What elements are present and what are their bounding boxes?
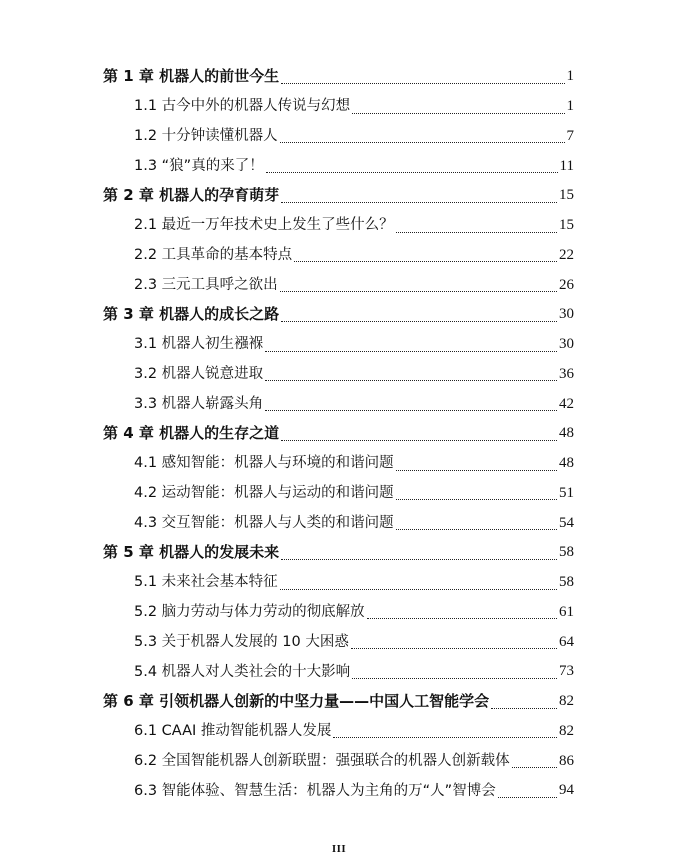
toc-entry-title: 第 5 章 机器人的发展未来 [103, 543, 280, 562]
dot-leader [281, 558, 557, 560]
dot-leader [281, 439, 557, 441]
dot-leader [294, 260, 557, 262]
toc-entry-page-number: 64 [559, 633, 574, 650]
dot-leader [280, 588, 557, 590]
toc-section-entry[interactable] [0, 508, 678, 538]
toc-entry-page-number: 51 [559, 484, 574, 501]
toc-entry-title: 第 4 章 机器人的生存之道 [103, 424, 280, 443]
dot-leader [265, 379, 557, 381]
toc-entry-page-number: 1 [566, 98, 574, 115]
toc-chapter-entry[interactable] [0, 300, 678, 330]
toc-section-entry[interactable] [0, 122, 678, 152]
toc-entry-title: 4.3 交互智能：机器人与人类的和谐问题 [134, 514, 394, 531]
toc-entry-page-number: 15 [559, 187, 574, 204]
toc-entry-page-number: 30 [559, 306, 574, 323]
toc-entry-title: 6.1 CAAI 推动智能机器人发展 [134, 723, 332, 740]
toc-chapter-entry[interactable] [0, 687, 678, 717]
dot-leader [367, 617, 557, 619]
toc-entry-page-number: 82 [559, 693, 574, 710]
toc-section-entry[interactable] [0, 389, 678, 419]
toc-entry-title: 1.1 古今中外的机器人传说与幻想 [134, 98, 351, 115]
toc-entry-title: 3.2 机器人锐意进取 [134, 366, 264, 383]
toc-entry-page-number: 54 [559, 514, 574, 531]
toc-section-entry[interactable] [0, 776, 678, 806]
toc-section-entry[interactable] [0, 568, 678, 598]
toc-entry-title: 3.1 机器人初生襁褓 [134, 336, 264, 353]
toc-entry-title: 1.3 “狼”真的来了！ [134, 157, 264, 174]
dot-leader [265, 350, 557, 352]
toc-section-entry[interactable] [0, 598, 678, 628]
toc-entry-page-number: 61 [559, 603, 574, 620]
toc-entry-page-number: 94 [559, 782, 574, 799]
toc-entry-page-number: 58 [559, 544, 574, 561]
toc-entry-page-number: 26 [559, 276, 574, 293]
toc-entry-title: 5.1 未来社会基本特征 [134, 574, 278, 591]
toc-entry-title: 3.3 机器人崭露头角 [134, 395, 264, 412]
toc-entry-page-number: 15 [559, 217, 574, 234]
toc-section-entry[interactable] [0, 360, 678, 390]
toc-section-entry[interactable] [0, 746, 678, 776]
toc-entry-title: 5.3 关于机器人发展的 10 大困惑 [134, 633, 349, 650]
dot-leader [281, 82, 564, 84]
toc-section-entry[interactable] [0, 479, 678, 509]
toc-entry-page-number: 48 [559, 455, 574, 472]
dot-leader [281, 320, 557, 322]
toc-entry-page-number: 73 [559, 663, 574, 680]
toc-section-entry[interactable] [0, 717, 678, 747]
dot-leader [352, 677, 557, 679]
toc-entry-title: 第 2 章 机器人的孕育萌芽 [103, 186, 280, 205]
toc-entry-title: 6.3 智能体验、智慧生活：机器人为主角的万“人”智博会 [134, 782, 496, 799]
toc-entry-page-number: 22 [559, 246, 574, 263]
toc-entry-page-number: 58 [559, 574, 574, 591]
toc-entry-title: 4.2 运动智能：机器人与运动的和谐问题 [134, 485, 394, 502]
dot-leader [512, 766, 557, 768]
dot-leader [498, 796, 557, 798]
dot-leader [396, 528, 557, 530]
dot-leader [351, 647, 557, 649]
toc-entry-page-number: 1 [566, 68, 574, 85]
toc-entry-page-number: 30 [559, 336, 574, 353]
page-number: III [331, 843, 347, 855]
dot-leader [333, 736, 557, 738]
dot-leader [396, 498, 557, 500]
toc-entry-title: 第 3 章 机器人的成长之路 [103, 305, 280, 324]
toc-chapter-entry[interactable] [0, 62, 678, 92]
dot-leader [265, 409, 557, 411]
toc-entry-title: 4.1 感知智能：机器人与环境的和谐问题 [134, 455, 394, 472]
toc-entry-page-number: 11 [559, 157, 574, 174]
toc-entry-title: 第 1 章 机器人的前世今生 [103, 67, 280, 86]
toc-section-entry[interactable] [0, 211, 678, 241]
table-of-contents [0, 62, 678, 806]
toc-entry-title: 5.4 机器人对人类社会的十大影响 [134, 663, 351, 680]
dot-leader [352, 112, 564, 114]
toc-section-entry[interactable] [0, 151, 678, 181]
toc-entry-page-number: 42 [559, 395, 574, 412]
dot-leader [280, 141, 565, 143]
toc-section-entry[interactable] [0, 270, 678, 300]
toc-entry-page-number: 7 [566, 127, 574, 144]
toc-entry-title: 1.2 十分钟读懂机器人 [134, 128, 278, 145]
dot-leader [280, 290, 557, 292]
toc-entry-title: 2.1 最近一万年技术史上发生了些什么？ [134, 217, 394, 234]
toc-section-entry[interactable] [0, 627, 678, 657]
toc-chapter-entry[interactable] [0, 538, 678, 568]
toc-section-entry[interactable] [0, 657, 678, 687]
toc-entry-title: 第 6 章 引领机器人创新的中坚力量——中国人工智能学会 [103, 692, 490, 711]
dot-leader [396, 469, 557, 471]
toc-section-entry[interactable] [0, 241, 678, 271]
toc-chapter-entry[interactable] [0, 419, 678, 449]
dot-leader [491, 707, 557, 709]
toc-section-entry[interactable] [0, 92, 678, 122]
toc-entry-title: 2.3 三元工具呼之欲出 [134, 276, 278, 293]
toc-entry-page-number: 48 [559, 425, 574, 442]
dot-leader [281, 201, 557, 203]
dot-leader [396, 231, 557, 233]
toc-entry-page-number: 36 [559, 365, 574, 382]
toc-entry-page-number: 82 [559, 722, 574, 739]
toc-entry-title: 6.2 全国智能机器人创新联盟：强强联合的机器人创新载体 [134, 752, 510, 769]
toc-section-entry[interactable] [0, 449, 678, 479]
toc-chapter-entry[interactable] [0, 181, 678, 211]
toc-entry-title: 5.2 脑力劳动与体力劳动的彻底解放 [134, 604, 365, 621]
dot-leader [266, 171, 558, 173]
toc-entry-title: 2.2 工具革命的基本特点 [134, 247, 293, 264]
toc-section-entry[interactable] [0, 330, 678, 360]
toc-entry-page-number: 86 [559, 752, 574, 769]
